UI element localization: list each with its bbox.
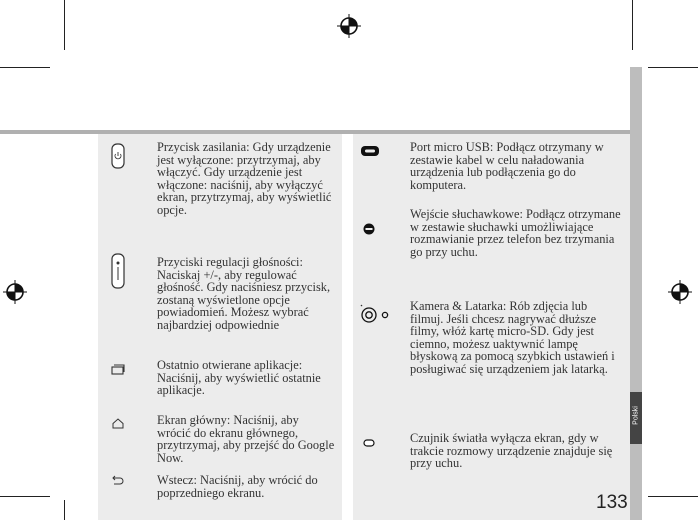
side-bar [630, 67, 642, 520]
recent-apps-description: Ostatnio otwierane aplikacje: Naciśnij, aby wyświetlić ostatnie aplikacje. [157, 358, 321, 398]
light-sensor-icon [363, 439, 375, 447]
crop-mark-bottom-left-v [64, 500, 65, 520]
volume-buttons-icon [111, 253, 125, 289]
language-tab-label: Polski [632, 406, 640, 425]
camera-flash-icon [360, 304, 390, 324]
crop-mark-top-right-v [632, 0, 633, 50]
crop-mark-bottom-right-h [648, 496, 698, 497]
home-icon [112, 418, 124, 429]
camera-flash-description: Kamera & Latarka: Rób zdjęcia lub filmuj. Jeśli chcesz nagrywać dłuższe filmy, włóż kartę micro-SD. Gdy jest ciemno, możesz uaktywnić lampę błyskową za pomocą szybkich ustawień i posługiwać się urządzeniem jak latarką. [410, 299, 615, 376]
headphone-jack-icon [363, 223, 375, 235]
micro-usb-port-icon [360, 145, 380, 157]
back-icon [112, 475, 124, 485]
light-sensor-description: Czujnik światła wyłącza ekran, gdy w trakcie rozmowy urządzenie znajduje się przy uchu. [410, 431, 613, 471]
page-number: 133 [596, 492, 628, 513]
registration-mark-left-icon [3, 280, 27, 304]
crop-mark-top-right-h [648, 67, 698, 68]
recent-apps-icon [111, 364, 125, 375]
crop-mark-top-left-h [0, 67, 50, 68]
language-tab [630, 392, 642, 444]
back-description: Wstecz: Naciśnij, aby wrócić do poprzedniego ekranu. [157, 473, 318, 500]
registration-mark-right-icon [668, 280, 692, 304]
power-button-icon [111, 143, 125, 169]
home-description: Ekran główny: Naciśnij, aby wrócić do ekranu głównego, przytrzymaj, aby przejść do Google Now. [157, 413, 335, 465]
volume-buttons-description: Przyciski regulacji głośności: Naciskaj +/-, aby regulować głośność. Gdy naciśniesz przycisk, zostaną wyświetlone opcje powiadomień. Możesz wybrać najbardziej odpowiednie [157, 255, 331, 332]
power-button-description: Przycisk zasilania: Gdy urządzenie jest wyłączone: przytrzymaj, aby włączyć. Gdy urządzenie jest włączone: naciśnij, aby wyłączyć ekran, przytrzymaj, aby wyświetlić opcje. [157, 140, 332, 217]
crop-mark-top-left-v [64, 0, 65, 50]
registration-mark-top-icon [337, 14, 361, 38]
micro-usb-description: Port micro USB: Podłącz otrzymany w zestawie kabel w celu naładowania urządzenia lub podłączenia go do komputera. [410, 140, 604, 192]
headphone-jack-description: Wejście słuchawkowe: Podłącz otrzymane w zestawie słuchawki umożliwiające rozmawianie przez telefon bez trzymania go przy uchu. [410, 207, 621, 259]
crop-mark-bottom-left-h [0, 496, 50, 497]
